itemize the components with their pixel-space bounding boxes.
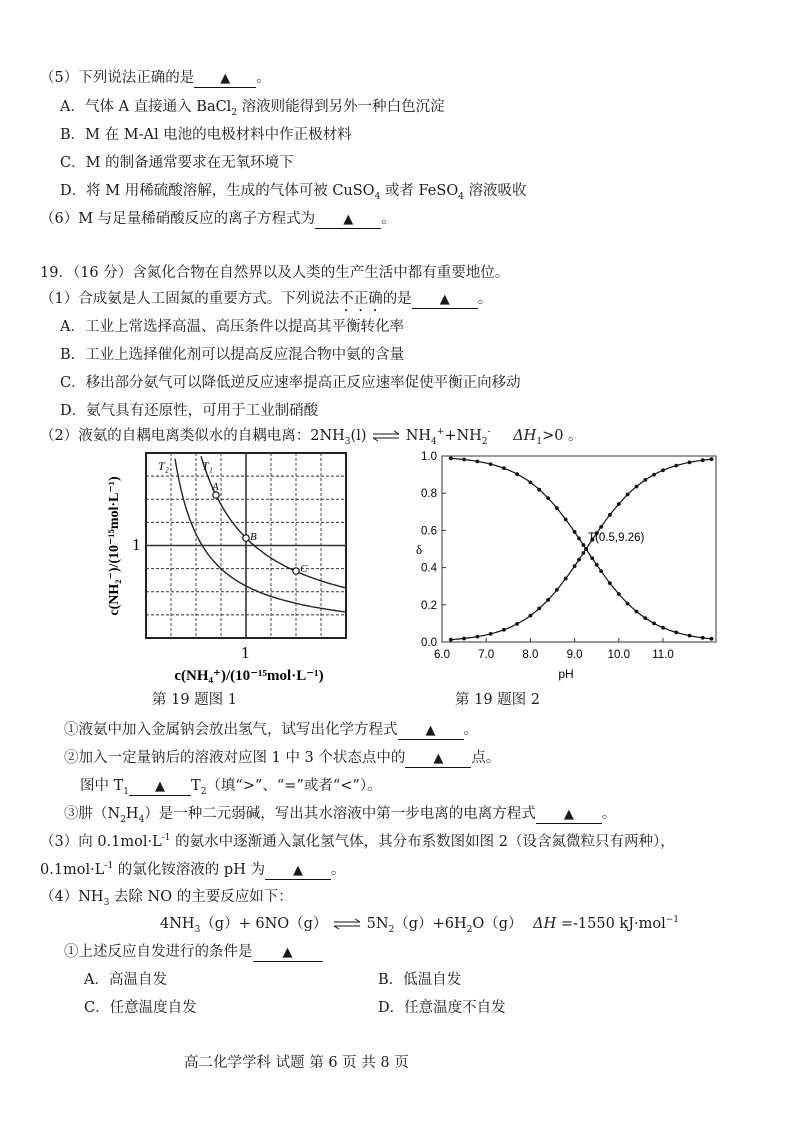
- fig2-data-point: [546, 598, 550, 602]
- fig2-x-tick-label: 6.0: [434, 649, 450, 661]
- figure-1-chart: [96, 448, 358, 692]
- q18-option-b: B．M 在 M-Al 电池的电极材料中作正极材料: [60, 127, 352, 143]
- fig2-data-point: [462, 458, 466, 462]
- fig2-data-point: [643, 478, 647, 482]
- fig2-data-point: [590, 556, 594, 560]
- q18-option-c: C．M 的制备通常要求在无氧环境下: [60, 155, 294, 171]
- fig2-y-tick-label: 1.0: [421, 451, 437, 463]
- point-label-a: A: [212, 481, 219, 493]
- fig2-frame: [442, 456, 716, 642]
- fig2-data-point: [555, 588, 559, 592]
- fig2-data-point: [635, 610, 639, 614]
- answer-blank[interactable]: ▲: [315, 211, 381, 229]
- q19-p1-option-c: C．移出部分氨气可以降低逆反应速率提高正反应速率促使平衡正向移动: [60, 375, 521, 391]
- fig2-data-point: [555, 506, 559, 510]
- x-tick-label: 1: [241, 643, 250, 662]
- fig2-data-point: [573, 564, 577, 568]
- fig2-data-point: [489, 462, 493, 466]
- q19-p2-q2b: 图中 $T_1$ ▲ $T_2$（填“>”、“=”或者“<”）。: [80, 778, 382, 797]
- q19-p2-q1: ①液氨中加入金属钠会放出氢气，试写出化学方程式 ▲ 。: [64, 722, 478, 738]
- q18-p6-line: （6）M 与足量稀硝酸反应的离子方程式为 ▲ 。: [40, 211, 396, 227]
- fig2-data-point: [529, 481, 533, 485]
- fig2-data-point: [582, 551, 586, 555]
- fig2-data-point: [476, 460, 480, 464]
- q19-p4-q1: ①上述反应自发进行的条件是 ▲: [64, 942, 323, 962]
- fig2-markers: [449, 456, 714, 641]
- answer-blank[interactable]: ▲: [265, 862, 331, 880]
- fig2-data-point: [515, 622, 519, 626]
- fig2-data-point: [617, 502, 621, 506]
- fig2-x-tick-label: 11.0: [652, 649, 674, 661]
- fig2-data-point: [476, 635, 480, 639]
- fig2-data-point: [617, 592, 621, 596]
- fig2-annotation: T(0.5,9.26): [588, 532, 645, 544]
- fig2-data-point: [688, 461, 692, 465]
- y-tick-label: 1: [132, 535, 141, 554]
- fig2-data-point: [537, 488, 541, 492]
- answer-blank[interactable]: ▲: [194, 70, 256, 88]
- fig2-ticks: [421, 451, 674, 661]
- fig2-y-tick-label: 0.2: [421, 599, 437, 612]
- fig2-data-point: [502, 628, 506, 632]
- fig1-y-axis-label: c(NH₂⁻)/(10⁻¹⁵mol·L⁻¹): [107, 476, 122, 616]
- curve-label-t1: T₁: [202, 459, 213, 473]
- fig2-data-point: [608, 581, 612, 585]
- fig2-data-point: [626, 602, 630, 606]
- q19-p2-q2: ②加入一定量钠后的溶液对应图 1 中 3 个状态点中的 ▲ 点。: [64, 750, 501, 766]
- fig2-data-point: [674, 464, 678, 468]
- fig2-data-point: [449, 456, 453, 460]
- fig1-curve-t2: [175, 459, 345, 612]
- fig2-caption: 第 19 题图 2: [455, 692, 541, 708]
- fig2-y-tick-label: 0.6: [421, 525, 437, 538]
- fig2-y-tick-label: 0.0: [421, 637, 437, 649]
- fig2-data-point: [710, 637, 714, 641]
- fig2-data-point: [599, 525, 603, 529]
- answer-blank[interactable]: ▲: [412, 291, 478, 309]
- q19-p1-option-a: A．工业上常选择高温、高压条件以提高其平衡转化率: [60, 319, 404, 335]
- fig2-data-point: [449, 638, 453, 642]
- figure-2-chart: [408, 448, 728, 688]
- fig2-data-point: [635, 485, 639, 489]
- fig2-data-point: [688, 634, 692, 638]
- q19-p3-line2: $0.1mol\cdot L^{-1}$ 的氯化铵溶液的 pH 为 ▲ 。: [40, 861, 346, 878]
- q19-p4-equation: $4NH_3(g)+ 6NO(g)$ $5N_2(g)+6H_2O(g)$ ΔH =-1550 kJ·mol$^{-1}$: [160, 915, 680, 935]
- q19-p4-line: $(4)NH_3$ 去除 NO 的主要反应如下：: [40, 889, 293, 908]
- answer-blank[interactable]: ▲: [253, 944, 323, 962]
- q18-option-a: A．气体 A 直接通入 BaCl$_2$ 溶液则能得到另外一种白色沉淀: [60, 99, 445, 118]
- q19-p4-option-d: D．任意温度不自发: [378, 1000, 506, 1016]
- fig2-data-point: [652, 473, 656, 477]
- fig2-data-point: [599, 569, 603, 573]
- q19-p4-option-c: C．任意温度自发: [84, 1000, 197, 1016]
- q19-p1-option-b: B．工业上选择催化剂可以提高反应混合物中氨的含量: [60, 347, 405, 363]
- fig2-data-point: [701, 458, 705, 462]
- fig1-caption: 第 19 题图 1: [152, 692, 238, 708]
- fig2-data-point: [462, 637, 466, 641]
- fig2-data-point: [582, 543, 586, 547]
- q19-header: 19．（16 分）含氮化合物在自然界以及人类的生产生活中都有重要地位。: [40, 265, 510, 281]
- fig2-data-point: [626, 493, 630, 497]
- fig2-data-point: [710, 457, 714, 461]
- answer-blank[interactable]: ▲: [129, 778, 191, 796]
- equilibrium-arrow-icon: [371, 430, 401, 442]
- fig2-x-tick-label: 7.0: [478, 649, 495, 661]
- fig2-data-point: [674, 631, 678, 635]
- fig2-data-point: [529, 614, 533, 618]
- fig2-data-point: [584, 547, 588, 551]
- q18-p5-line: （5）下列说法正确的是 ▲ 。: [40, 70, 271, 86]
- fig2-data-point: [661, 626, 665, 630]
- fig2-y-tick-label: 0.8: [421, 488, 437, 501]
- q19-p1-option-d: D．氨气具有还原性，可用于工业制硝酸: [60, 403, 319, 419]
- q18-option-d: D．将 M 用稀硫酸溶解，生成的气体可被 CuSO$_4$ 或者 FeSO$_4$ 溶液吸收: [60, 183, 527, 202]
- q19-p3-line1: （3）向 $0.1mol\cdot L^{-1}$ 的氨水中逐渐通入氯化氢气体，其分布系数图如图 2（设含氮微粒只有两种），: [40, 833, 675, 850]
- fig2-data-point: [502, 466, 506, 470]
- fig1-curves: [175, 456, 345, 612]
- answer-blank[interactable]: ▲: [405, 750, 471, 768]
- fig2-data-point: [564, 577, 568, 581]
- equilibrium-arrow-icon: [332, 918, 362, 930]
- fig2-data-point: [537, 607, 541, 611]
- fig2-series-line-2: [451, 459, 712, 640]
- q19-p4-option-b: B．低温自发: [378, 972, 462, 988]
- fig1-point-c: [293, 568, 299, 574]
- fig1-grid: [146, 453, 346, 638]
- fig2-data-point: [564, 518, 568, 522]
- curve-label-t2: T₂: [158, 459, 169, 473]
- q19-p4-option-a: A．高温自发: [84, 972, 167, 988]
- fig1-point-b: [243, 535, 249, 541]
- fig2-data-point: [577, 558, 581, 562]
- fig2-lines: [451, 458, 712, 639]
- q19-p2-line: （2）液氨的自耦电离类似水的自耦电离：$2NH_3(l)$ $NH_4^++NH_2^-$ $\Delta H_1>0$ 。: [40, 427, 583, 447]
- point-label-c: C: [300, 563, 308, 575]
- fig2-data-point: [643, 616, 647, 620]
- fig1-x-axis-label: c(NH₄⁺)/(10⁻¹⁵mol·L⁻¹): [174, 668, 324, 684]
- fig2-series-line-1: [451, 458, 712, 639]
- fig2-data-point: [595, 563, 599, 567]
- fig2-y-axis-label: δ: [416, 542, 423, 557]
- fig2-data-point: [608, 513, 612, 517]
- fig2-y-tick-label: 0.4: [421, 562, 437, 575]
- answer-blank[interactable]: ▲: [398, 722, 464, 740]
- fig2-x-axis-label: pH: [558, 667, 574, 681]
- q19-p2-q3: ③肼$(N_2H_4)$是一种二元弱碱，写出其水溶液中第一步电离的电离方程式 ▲ 。: [64, 806, 617, 825]
- fig2-data-point: [573, 530, 577, 534]
- emphasis-text: 不正确: [339, 291, 383, 307]
- fig2-data-point: [577, 537, 581, 541]
- fig2-data-point: [701, 636, 705, 640]
- fig2-x-tick-label: 10.0: [607, 649, 630, 661]
- fig2-data-point: [515, 472, 519, 476]
- page-footer: 高二化学学科 试题 第 6 页 共 8 页: [184, 1055, 409, 1071]
- q19-p1-line: （1）合成氨是人工固氮的重要方式。下列说法不正确的是 ▲ 。: [40, 291, 493, 307]
- point-label-b: B: [250, 531, 257, 543]
- fig2-x-tick-label: 8.0: [522, 649, 539, 661]
- fig2-data-point: [652, 622, 656, 626]
- fig2-data-point: [489, 632, 493, 636]
- fig2-data-point: [546, 496, 550, 500]
- fig2-x-tick-label: 9.0: [566, 649, 583, 661]
- answer-blank[interactable]: ▲: [536, 806, 602, 824]
- fig2-data-point: [661, 468, 665, 472]
